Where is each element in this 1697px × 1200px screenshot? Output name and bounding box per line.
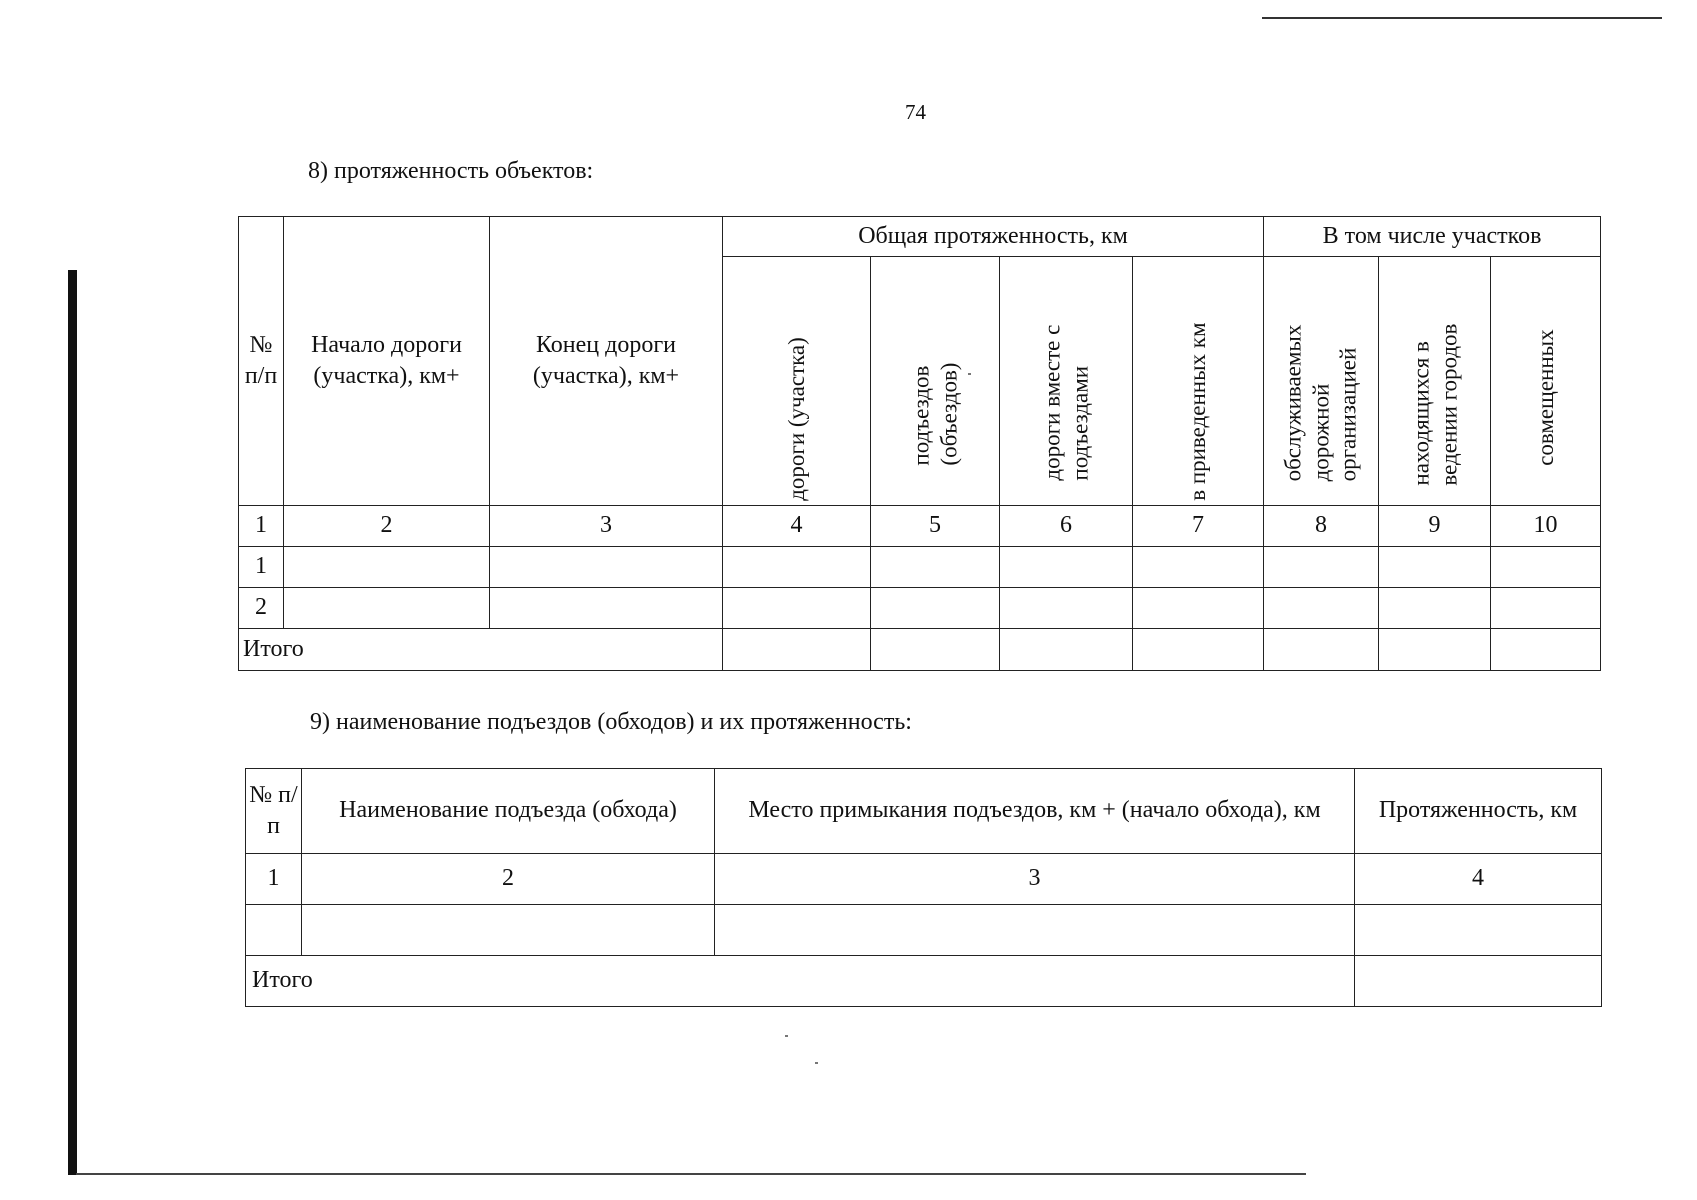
table-cell — [1379, 629, 1491, 671]
table-cell — [871, 588, 1000, 629]
table-cell — [1355, 905, 1602, 956]
header-road-start: Начало дороги (участка), км+ — [284, 217, 490, 506]
row-number: 1 — [239, 547, 284, 588]
column-number: 5 — [871, 506, 1000, 547]
table-cell — [490, 547, 723, 588]
column-number: 2 — [302, 854, 715, 905]
column-number: 1 — [246, 854, 302, 905]
column-number: 6 — [1000, 506, 1133, 547]
table-cell — [723, 629, 871, 671]
column-number: 10 — [1491, 506, 1601, 547]
table-cell — [1379, 547, 1491, 588]
table-cell — [1264, 588, 1379, 629]
scan-speck — [815, 1062, 818, 1064]
table-cell — [1264, 629, 1379, 671]
table-cell — [1000, 588, 1133, 629]
section-9-caption: 9) наименование подъездов (обходов) и их протяженность: — [310, 709, 912, 735]
header-road-with-approaches: дороги вместе с подъездами — [1000, 257, 1133, 506]
table-cell — [284, 547, 490, 588]
table-cell — [1264, 547, 1379, 588]
table-cell — [246, 905, 302, 956]
table-cell — [1000, 629, 1133, 671]
column-number-row — [239, 506, 1601, 547]
table-cell — [284, 588, 490, 629]
column-number-row — [246, 854, 1602, 905]
table-cell — [871, 547, 1000, 588]
table-cell — [1491, 629, 1601, 671]
approaches-table — [245, 768, 1602, 1007]
column-number: 4 — [723, 506, 871, 547]
table-cell — [1000, 547, 1133, 588]
table-cell — [1133, 588, 1264, 629]
column-number: 7 — [1133, 506, 1264, 547]
scan-edge-left — [68, 270, 77, 1175]
table-cell — [1491, 547, 1601, 588]
scan-edge-top — [1262, 17, 1662, 19]
header-road-end: Конец дороги (участка), км+ — [490, 217, 723, 506]
row-number: 2 — [239, 588, 284, 629]
total-label: Итого — [239, 629, 723, 671]
header-total-length-group: Общая протяженность, км — [723, 217, 1264, 257]
objects-length-table — [238, 216, 1601, 671]
table-cell — [1133, 629, 1264, 671]
table-cell — [871, 629, 1000, 671]
column-number: 3 — [490, 506, 723, 547]
scan-edge-bottom — [76, 1173, 1306, 1175]
column-number: 2 — [284, 506, 490, 547]
header-combined: совмещенных — [1491, 257, 1601, 506]
table-cell — [1133, 547, 1264, 588]
table-cell — [715, 905, 1355, 956]
table-cell — [1379, 588, 1491, 629]
header-approaches: подъездов (объездов) — [871, 257, 1000, 506]
page-number: 74 — [905, 100, 926, 124]
header-city-managed: находящихся в ведении городов — [1379, 257, 1491, 506]
header-road-section: дороги (участка) — [723, 257, 871, 506]
table-cell — [723, 588, 871, 629]
header-num: № п/п — [239, 217, 284, 506]
table-cell — [1491, 588, 1601, 629]
header-approach-name: Наименование подъезда (обхода) — [302, 769, 715, 854]
total-row — [246, 956, 1602, 1007]
table-cell — [1355, 956, 1602, 1007]
header-reduced-km: в приведенных км — [1133, 257, 1264, 506]
header-maintained: обслуживаемых дорожной организацией — [1264, 257, 1379, 506]
table-cell — [490, 588, 723, 629]
table-row — [239, 588, 1601, 629]
column-number: 8 — [1264, 506, 1379, 547]
table-row — [239, 547, 1601, 588]
column-number: 4 — [1355, 854, 1602, 905]
header-junction-place: Место примыкания подъездов, км + (начало обхода), км — [715, 769, 1355, 854]
table-row — [246, 905, 1602, 956]
column-number: 3 — [715, 854, 1355, 905]
table-cell — [723, 547, 871, 588]
header-length: Протяженность, км — [1355, 769, 1602, 854]
column-number: 9 — [1379, 506, 1491, 547]
scan-speck — [785, 1035, 788, 1037]
header-num: № п/п — [246, 769, 302, 854]
header-including-group: В том числе участков — [1264, 217, 1601, 257]
total-row — [239, 629, 1601, 671]
column-number: 1 — [239, 506, 284, 547]
table-cell — [302, 905, 715, 956]
section-8-caption: 8) протяженность объектов: — [308, 158, 594, 184]
total-label: Итого — [246, 956, 1355, 1007]
